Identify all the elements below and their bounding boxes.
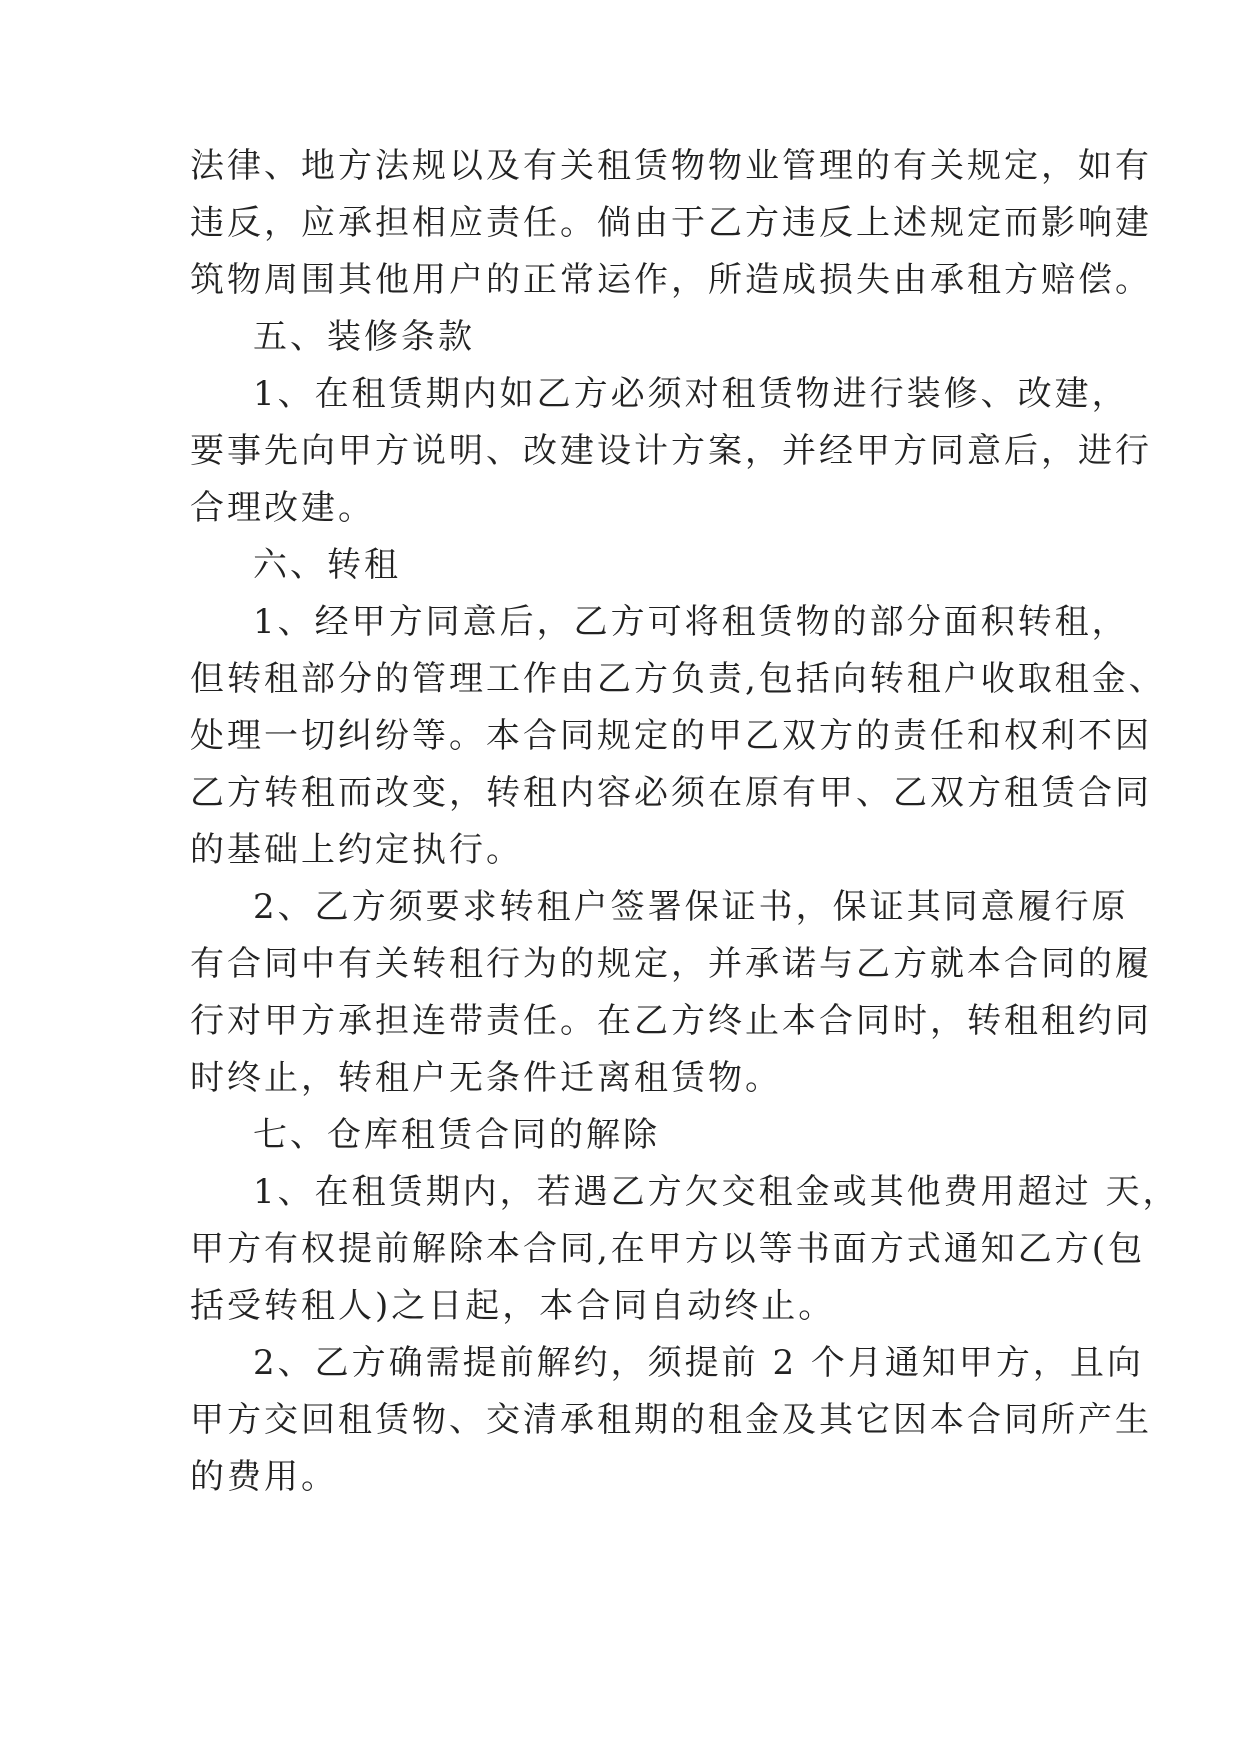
text-line: 时终止，转租户无条件迁离租赁物。 xyxy=(190,1058,782,1098)
text-line: 1、经甲方同意后，乙方可将租赁物的部分面积转租， xyxy=(253,602,1129,642)
text-line: 要事先向甲方说明、改建设计方案，并经甲方同意后，进行 xyxy=(190,431,1152,471)
text-line: 2、乙方确需提前解约，须提前 2 个月通知甲方，且向 xyxy=(253,1343,1144,1383)
text-line: 甲方有权提前解除本合同,在甲方以等书面方式通知乙方(包 xyxy=(190,1229,1146,1269)
section-heading: 六、转租 xyxy=(253,545,401,585)
text-line: 乙方转租而改变，转租内容必须在原有甲、乙双方租赁合同 xyxy=(190,773,1152,813)
text-line: 筑物周围其他用户的正常运作，所造成损失由承租方赔偿。 xyxy=(190,260,1152,300)
text-line: 括受转租人)之日起，本合同自动终止。 xyxy=(190,1286,836,1326)
section-heading: 七、仓库租赁合同的解除 xyxy=(253,1115,660,1155)
text-line: 的费用。 xyxy=(190,1457,338,1497)
text-line: 但转租部分的管理工作由乙方负责,包括向转租户收取租金、 xyxy=(190,659,1166,699)
text-line: 甲方交回租赁物、交清承租期的租金及其它因本合同所产生 xyxy=(190,1400,1152,1440)
text-line: 有合同中有关转租行为的规定，并承诺与乙方就本合同的履 xyxy=(190,944,1152,984)
text-line: 违反，应承担相应责任。倘由于乙方违反上述规定而影响建 xyxy=(190,203,1152,243)
text-line: 处理一切纠纷等。本合同规定的甲乙双方的责任和权利不因 xyxy=(190,716,1152,756)
text-line: 法律、地方法规以及有关租赁物物业管理的有关规定，如有 xyxy=(190,146,1152,186)
text-line: 的基础上约定执行。 xyxy=(190,830,523,870)
text-line: 2、乙方须要求转租户签署保证书，保证其同意履行原 xyxy=(253,887,1129,927)
text-line: 1、在租赁期内，若遇乙方欠交租金或其他费用超过 天， xyxy=(253,1172,1180,1212)
section-heading: 五、装修条款 xyxy=(253,317,475,357)
text-line: 行对甲方承担连带责任。在乙方终止本合同时，转租租约同 xyxy=(190,1001,1152,1041)
text-line: 1、在租赁期内如乙方必须对租赁物进行装修、改建， xyxy=(253,374,1129,414)
text-line: 合理改建。 xyxy=(190,488,375,528)
